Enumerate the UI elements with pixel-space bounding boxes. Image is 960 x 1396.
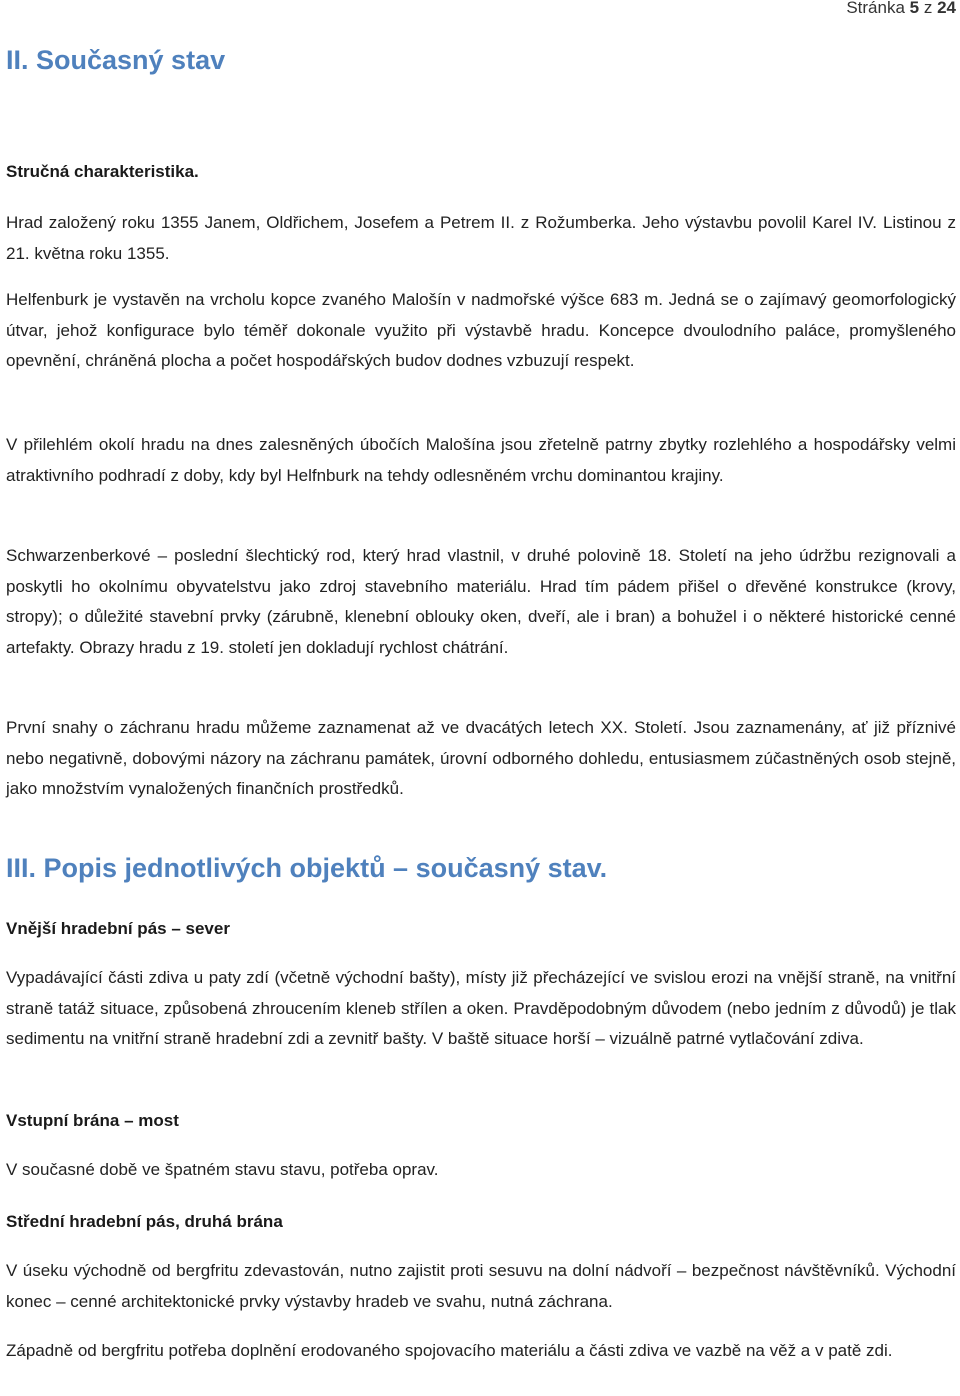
paragraph: Helfenburk je vystavěn na vrcholu kopce zvaného Malošín v nadmořské výšce 683 m. Jedná se o zajímavý geomorfologický útvar, jehož konfigurace bylo téměř dokonale využito při výstavbě hradu. Koncepce dvoulodního paláce, promyšleného opevnění, chráněná plocha a počet hospodářských budov dodnes vzbuzují respekt. bbox=[6, 290, 956, 371]
page-total: 24 bbox=[937, 0, 956, 17]
page-current: 5 bbox=[909, 0, 920, 17]
page-label: Stránka bbox=[846, 0, 905, 17]
paragraph: Hrad založený roku 1355 Janem, Oldřichem, Josefem a Petrem II. z Rožumberka. Jeho výstavbu povolil Karel IV. Listinou z 21. května roku 1355. bbox=[6, 213, 956, 263]
paragraph: Vypadávající části zdiva u paty zdí (včetně východní bašty), místy již přecházející ve svislou erozi na vnější straně, na vnitřní straně tatáž situace, způsobená zhroucením kleneb střílen a oken. Pravděpodobným důvodem (nebo jedním z důvodů) je tlak sedimentu na vnitřní straně hradební zdi a zevnitř bašty. V baště situace horší – vizuálně patrné vytlačování zdiva. bbox=[6, 968, 956, 1049]
paragraph: V současné době ve špatném stavu stavu, potřeba oprav. bbox=[6, 1160, 439, 1179]
subsection-title: Vnější hradební pás – sever bbox=[6, 919, 230, 938]
subsection-title: Vstupní brána – most bbox=[6, 1111, 179, 1130]
page-number bbox=[846, 0, 956, 18]
paragraph: První snahy o záchranu hradu můžeme zaznamenat až ve dvacátých letech XX. Století. Jsou zaznamenány, ať již příznivé nebo negativně, dobovými názory na záchranu památek, úrovní odborného dohledu, entusiasmem zúčastněných osob stejně, jako množstvím vynaložených finančních prostředků. bbox=[6, 718, 956, 799]
subsection-title: Střední hradební pás, druhá brána bbox=[6, 1212, 283, 1231]
paragraph: Schwarzenberkové – poslední šlechtický rod, který hrad vlastnil, v druhé polovině 18. Století na jeho údržbu rezignovali a poskytli ho okolnímu obyvatelstvu jako zdroj stavebního materiálu. Hrad tím pádem přišel o dřevěné konstrukce (krovy, stropy); o důležité stavební prvky (zárubně, klenební oblouky oken, dveří, ale i bran) a bohužel i o některé historické cenné artefakty. Obrazy hradu z 19. století jen dokladují rychlost chátrání. bbox=[6, 546, 956, 657]
section-2-heading: II. Současný stav bbox=[6, 45, 226, 75]
section-3-heading: III. Popis jednotlivých objektů – současný stav. bbox=[6, 853, 608, 883]
paragraph: V úseku východně od bergfritu zdevastován, nutno zajistit proti sesuvu na dolní nádvoří – bezpečnost návštěvníků. Východní konec – cenné architektonické prvky výstavby hradeb ve svahu, nutná záchrana. bbox=[6, 1261, 956, 1311]
page-separator: z bbox=[923, 0, 933, 17]
section-2-subtitle: Stručná charakteristika. bbox=[6, 162, 199, 181]
paragraph: Západně od bergfritu potřeba doplnění erodovaného spojovacího materiálu a části zdiva ve vazbě na věž a v patě zdi. bbox=[6, 1341, 893, 1360]
paragraph: V přilehlém okolí hradu na dnes zalesněných úbočích Malošína jsou zřetelně patrny zbytky rozlehlého a hospodářsky velmi atraktivního podhradí z doby, kdy byl Helfnburk na tehdy odlesněném vrchu dominantou krajiny. bbox=[6, 435, 956, 485]
